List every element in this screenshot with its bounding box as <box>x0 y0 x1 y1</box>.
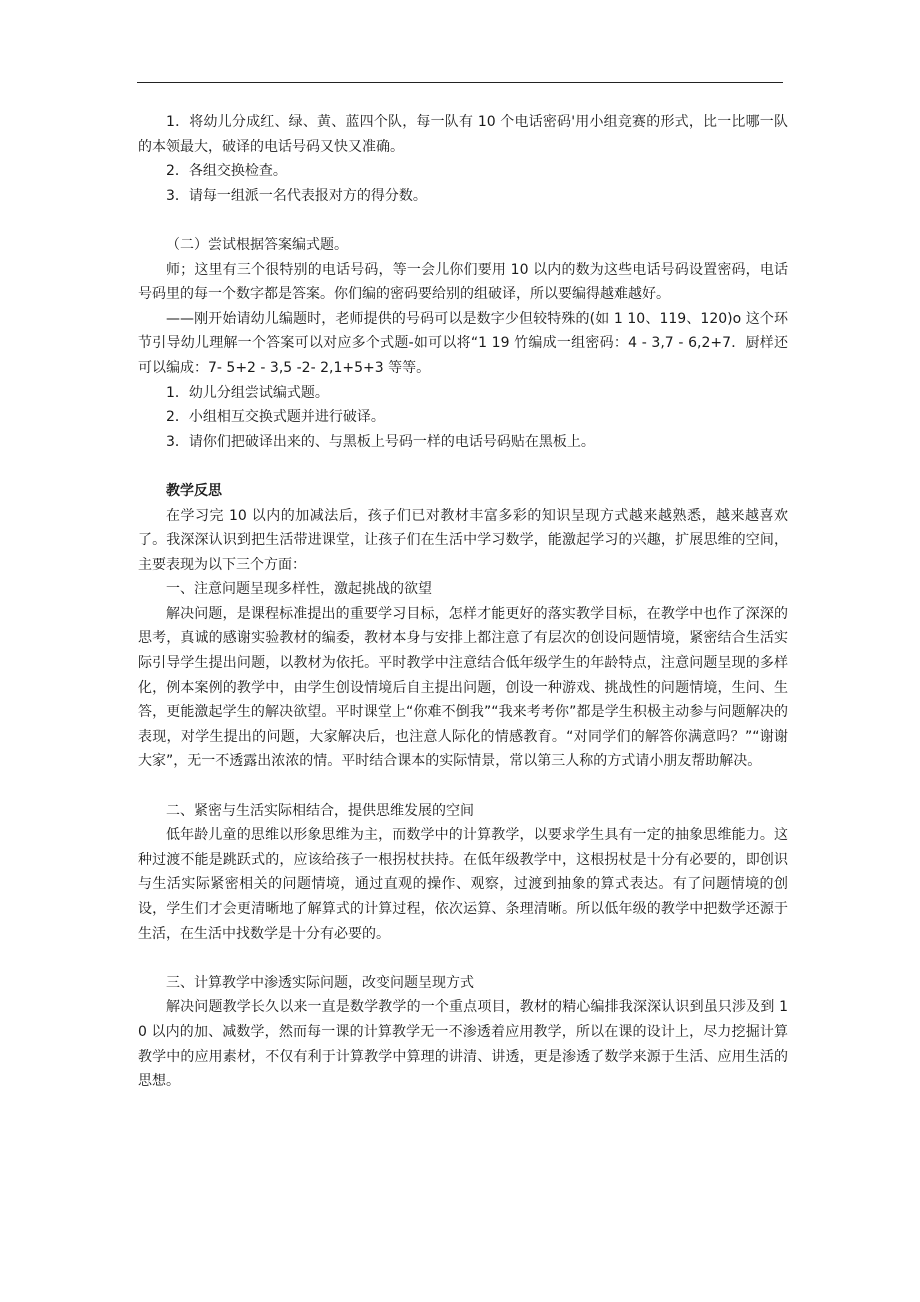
point-title: 二、紧密与生活实际相结合，提供思维发展的空间 <box>166 802 474 819</box>
paragraph: 解决问题，是课程标准提出的重要学习目标，怎样才能更好的落实教学目标，在教学中也作了深深的思考，真诚的感谢实验教材的编委，教材本身与安排上都注意了有层次的创设问题情境，紧密结合生活实际引导学生提出问题，以教材为依托。平时教学中注意结合低年级学生的年龄特点，注意问题呈现的多样化，例本案例的教学中，由学生创设情境后自主提出问题，创设一种游戏、挑战性的问题情境，生问、生答，更能激起学生的解决欲望。平时课堂上“你难不倒我”“我来考考你”都是学生积极主动参与问题解决的表现，对学生提出的问题，大家解决后，也注意人际化的情感教育。“对同学们的解答你满意吗？”“谢谢大家”，无一不透露出浓浓的情。平时结合课本的实际情景，常以第三人称的方式请小朋友帮助解决。 <box>138 605 788 770</box>
list-item: 3．请每一组派一名代表报对方的得分数。 <box>166 187 427 204</box>
point-title: 三、计算教学中渗透实际问题，改变问题呈现方式 <box>166 974 474 991</box>
spacer <box>138 454 788 479</box>
spacer <box>138 774 788 799</box>
paragraph: 师；这里有三个很特别的电话号码，等一会儿你们要用 10 以内的数为这些电话号码设置密码，电话号码里的每一个数字都是答案。你们编的密码要给别的组破译，所以要编得越难越好。 <box>138 261 788 303</box>
list-item: 2．各组交换检查。 <box>166 163 287 180</box>
paragraph: 低年龄儿童的思维以形象思维为主，而数学中的计算教学，以要求学生具有一定的抽象思维能力。这种过渡不能是跳跃式的，应该给孩子一根拐杖扶持。在低年级教学中，这根拐杖是十分有必要的，即创识与生活实际紧密相关的问题情境，通过直观的操作、观察，过渡到抽象的算式表达。有了问题情境的创设，学生们才会更清晰地了解算式的计算过程，依次运算、条理清晰。所以低年级的教学中把数学还源于生活，在生活中找数学是十分有必要的。 <box>138 827 788 942</box>
list-item: 1．将幼儿分成红、绿、黄、蓝四个队，每一队有 10 个电话密码'用小组竞赛的形式，比一比哪一队的本领最大，破译的电话号码又快又准确。 <box>138 114 788 155</box>
section-title: （二）尝试根据答案编式题。 <box>166 236 348 253</box>
point-title: 一、注意问题呈现多样性，激起挑战的欲望 <box>166 581 432 598</box>
document-body <box>138 110 788 1094</box>
spacer <box>138 946 788 971</box>
paragraph: ——刚开始请幼儿编题时，老师提供的号码可以是数字少但较特殊的(如 1 10、119、120)o 这个环节引导幼儿理解一个答案可以对应多个式题-如可以将“1 19 竹编成一组密码：4 - 3,7 - 6,2+7．厨样还可以编成：7- 5+2 - 3,5 -2- 2,1+5+3 等等。 <box>138 310 788 376</box>
list-item: 2．小组相互交换式题并进行破译。 <box>166 409 385 426</box>
list-item: 3．请你们把破译出来的、与黑板上号码一样的电话号码贴在黑板上。 <box>166 433 595 450</box>
reflection-heading: 教学反思 <box>166 482 222 499</box>
list-item: 1．幼儿分组尝试编式题。 <box>166 384 329 401</box>
paragraph: 在学习完 10 以内的加减法后，孩子们已对教材丰富多彩的知识呈现方式越来越熟悉，越来越喜欢了。我深深认识到把生活带进课堂，让孩子们在生活中学习数学，能激起学习的兴趣，扩展思维的空间，主要表现为以下三个方面： <box>138 507 788 573</box>
header-rule <box>137 82 783 83</box>
paragraph: 解决问题教学长久以来一直是数学教学的一个重点项目，教材的精心编排我深深认识到虽只涉及到 10 以内的加、减数学，然而每一课的计算教学无一不渗透着应用教学，所以在课的设计上，尽力挖掘计算教学中的应用素材，不仅有利于计算教学中算理的讲清、讲透，更是渗透了数学来源于生活、应用生活的思想。 <box>138 999 788 1090</box>
spacer <box>138 208 788 233</box>
